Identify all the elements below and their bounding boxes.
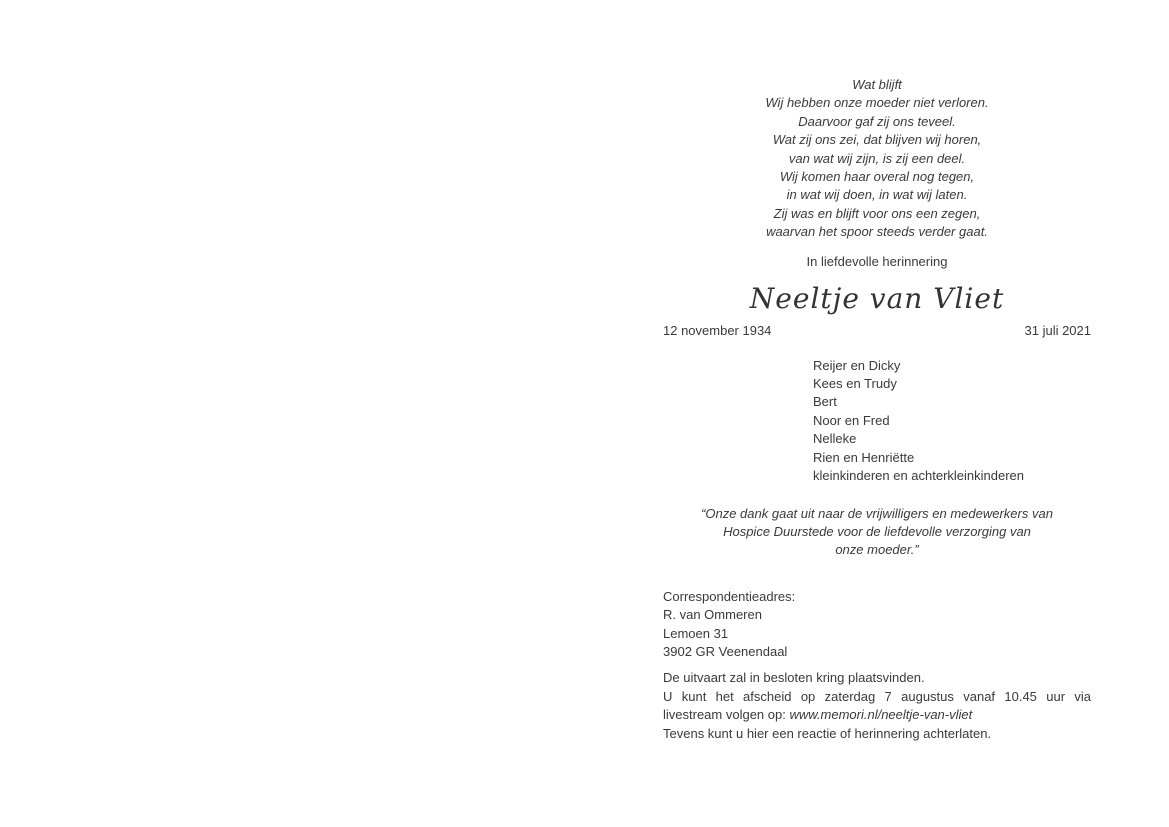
thanks-quote <box>663 505 1091 560</box>
family-member: Rien en Henriëtte <box>813 449 915 465</box>
funeral-livestream-line <box>663 706 1091 724</box>
funeral-info <box>663 669 1091 743</box>
intro-text: In liefdevolle herinnering <box>806 253 948 269</box>
livestream-label: livestream volgen op: <box>663 707 790 723</box>
poem-title: Wat blijft <box>852 77 902 92</box>
poem-line: in wat wij doen, in wat wij laten. <box>786 187 968 203</box>
thanks-line: Hospice Duurstede voor de liefdevolle verzorging van <box>723 523 1031 539</box>
funeral-line: Tevens kunt u hier een reactie of herinnering achterlaten. <box>663 725 992 741</box>
card-inner-page <box>663 76 1091 743</box>
family-member: Noor en Fred <box>813 412 890 428</box>
death-date: 31 juli 2021 <box>1024 322 1091 338</box>
family-member: kleinkinderen en achterkleinkinderen <box>813 468 1025 484</box>
poem <box>663 76 1091 242</box>
poem-line: waarvan het spoor steeds verder gaat. <box>766 224 988 240</box>
poem-line: Zij was en blijft voor ons een zegen, <box>773 205 981 221</box>
family-member: Bert <box>813 394 837 410</box>
thanks-line: onze moeder.” <box>835 542 919 558</box>
address-street: Lemoen 31 <box>663 625 729 641</box>
poem-line: Wat zij ons zei, dat blijven wij horen, <box>772 132 982 148</box>
birth-date: 12 november 1934 <box>663 322 772 338</box>
address-city: 3902 GR Veenendaal <box>663 643 788 659</box>
poem-line: Wij hebben onze moeder niet verloren. <box>765 95 989 111</box>
livestream-link[interactable]: www.memori.nl/neeltje-van-vliet <box>789 707 973 723</box>
family-member: Kees en Trudy <box>813 376 897 392</box>
address-label: Correspondentieadres: <box>663 588 796 604</box>
deceased-name: Neeltje van Vliet <box>749 281 1005 315</box>
address-name: R. van Ommeren <box>663 607 762 623</box>
poem-line: van wat wij zijn, is zij een deel. <box>788 150 966 166</box>
funeral-line: U kunt het afscheid op zaterdag 7 augustus vanaf 10.45 uur via <box>663 688 1091 704</box>
funeral-line: De uitvaart zal in besloten kring plaatsvinden. <box>663 670 925 686</box>
poem-line: Wij komen haar overal nog tegen, <box>779 169 975 185</box>
life-dates <box>663 322 1091 340</box>
family-list <box>813 357 1091 486</box>
family-member: Reijer en Dicky <box>813 357 901 373</box>
poem-line: Daarvoor gaf zij ons teveel. <box>798 113 956 129</box>
correspondence-address <box>663 588 1091 662</box>
thanks-line: “Onze dank gaat uit naar de vrijwilligers en medewerkers van <box>701 505 1053 521</box>
family-member: Nelleke <box>813 431 857 447</box>
